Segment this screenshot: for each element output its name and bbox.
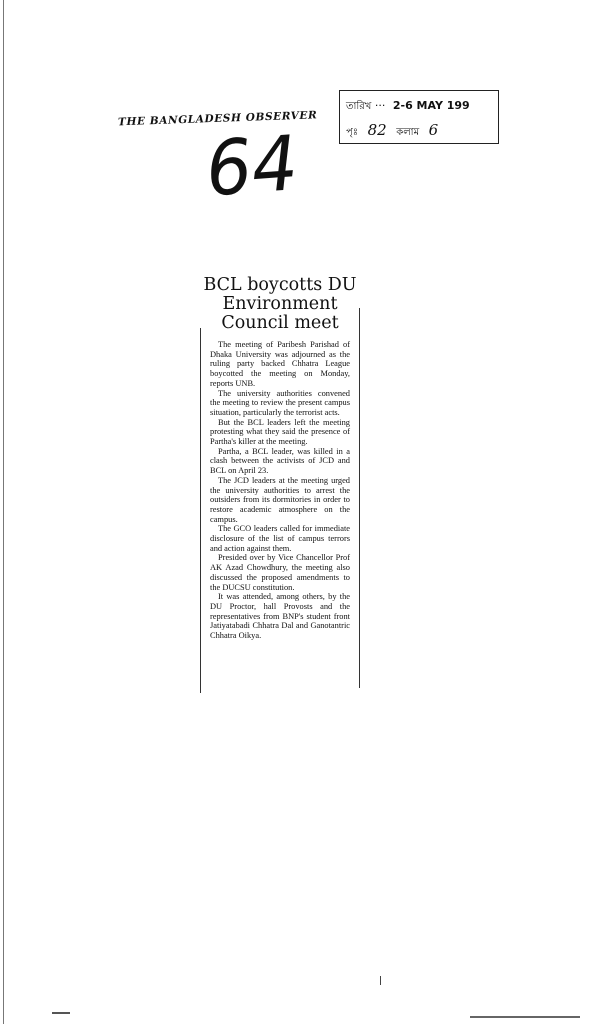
article-headline — [200, 276, 360, 333]
stamp-date-row: তারিখ ··· 2-6 MAY 199 — [346, 99, 470, 112]
scan-mark — [380, 976, 381, 985]
stamp-date-value: 2-6 MAY 199 — [392, 99, 470, 112]
article-paragraph: But the BCL leaders left the meeting protesting what they said the presence of Partha's killer at the meeting. — [210, 417, 350, 447]
article-paragraph: The university authorities convened the meeting to review the present campus situation, particularly the terrorist acts. — [210, 388, 350, 417]
newspaper-masthead: THE BANGLADESH OBSERVER — [117, 109, 318, 129]
article-paragraph: It was attended, among others, by the DU Proctor, hall Provosts and the representatives from BNP's student front Jatiyatabadi Chhatra Dal and Ganotantric Chhatra Oikya. — [210, 592, 350, 641]
stamp-date-label: তারিখ — [346, 101, 372, 112]
clipping-left-edge — [200, 328, 201, 693]
article-paragraph: Presided over by Vice Chancellor Prof AK Azad Chowdhury, the meeting also discussed the proposed amendments to the DUCSU constitution. — [210, 553, 350, 592]
stamp-page-label: পৃঃ — [346, 127, 359, 138]
scan-mark — [470, 1016, 580, 1018]
article-paragraph: The meeting of Paribesh Parishad of Dhaka University was adjourned as the ruling party backed Chhatra League boycotted the meeting on Monday, reports UNB. — [210, 340, 350, 388]
stamp-column-value: 6 — [428, 121, 439, 139]
newspaper-clipping — [200, 268, 360, 693]
handwritten-page-number: 64 — [203, 118, 301, 214]
headline-line-2: Environment — [222, 294, 338, 314]
page-left-border — [3, 0, 4, 1024]
headline-line-3: Council meet — [221, 313, 339, 333]
clipping-right-edge — [359, 308, 360, 688]
stamp-column-label: কলাম — [396, 127, 420, 138]
article-paragraph: The JCD leaders at the meeting urged the university authorities to arrest the outsiders from its dormitories in order to restore academic atmosphere on the campus. — [210, 475, 350, 524]
stamp-page-row — [346, 121, 494, 142]
scan-mark — [52, 1012, 70, 1014]
article-body — [210, 340, 350, 641]
article-paragraph: Partha, a BCL leader, was killed in a clash between the activists of JCD and BCL on April 23. — [210, 446, 350, 476]
stamp-page-value: 82 — [367, 121, 387, 139]
article-paragraph: The GCO leaders called for immediate disclosure of the list of campus terrors and action against them. — [210, 524, 350, 553]
headline-line-1: BCL boycotts DU — [203, 275, 357, 295]
date-stamp — [339, 90, 499, 144]
